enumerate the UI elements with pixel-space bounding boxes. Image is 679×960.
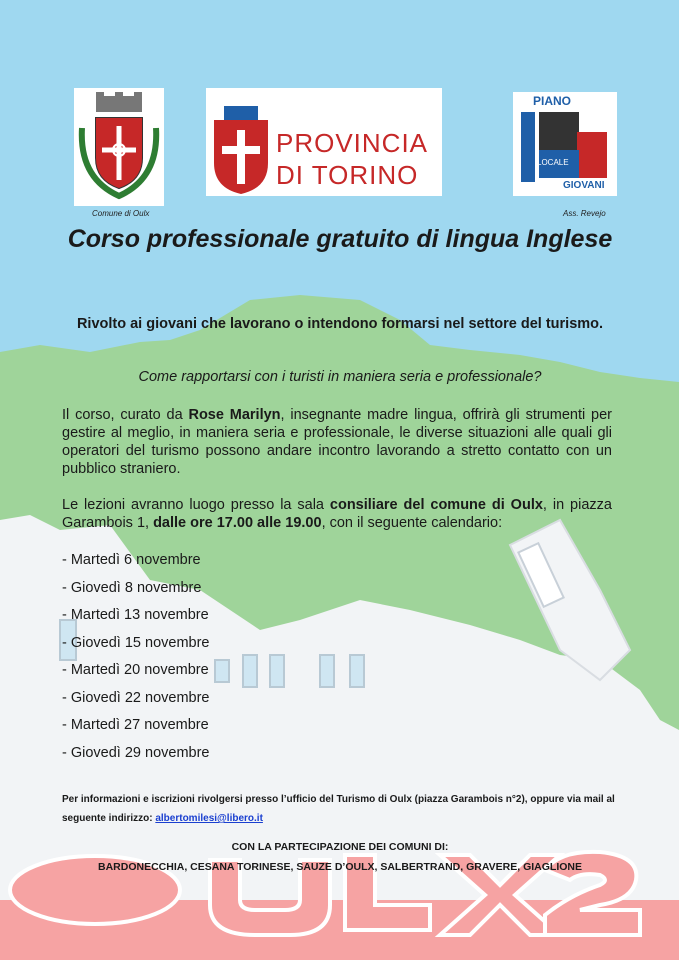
- oulx-coat-of-arms-logo: [74, 88, 164, 206]
- list-item: - Giovedì 29 novembre: [62, 744, 210, 761]
- list-item: - Giovedì 8 novembre: [62, 579, 202, 596]
- email-link[interactable]: albertomilesi@libero.it: [155, 813, 263, 824]
- list-item: - Martedì 20 novembre: [62, 662, 209, 678]
- course-description: Il corso, curato da Rose Marilyn, insegnante madre lingua, offrirà gli strumenti per gestire al meglio, in maniera seria e professionale, le diverse situazioni alle quali gli operatori del turismo possono andare incontro lavorando a stretto contatto con un pubblico straniero.: [62, 407, 612, 477]
- list-item: - Martedì 13 novembre: [62, 607, 209, 623]
- giovani-label: GIOVANI: [563, 180, 605, 191]
- locale-label: LOCALE: [537, 158, 569, 167]
- list-item: - Giovedì 22 novembre: [62, 689, 210, 706]
- list-item: - Martedì 6 novembre: [62, 552, 201, 568]
- revejo-caption: Ass. Revejo: [563, 209, 606, 218]
- provincia-di-torino-logo: [206, 88, 442, 196]
- piano-locale-giovani-logo: [513, 92, 617, 196]
- lesson-location: Le lezioni avranno luogo presso la sala consiliare del comune di Oulx, in piazza Garambois 1, dalle ore 17.00 alle 19.00, con il seguente calendario:: [62, 497, 612, 531]
- partners-heading: CON LA PARTECIPAZIONE DEI COMUNI DI:: [231, 841, 449, 853]
- tagline: Come rapportarsi con i turisti in maniera seria e professionale?: [138, 369, 542, 385]
- page-title: Corso professionale gratuito di lingua Inglese: [67, 225, 613, 253]
- provincia-line2: DI TORINO: [276, 160, 419, 190]
- list-item: - Giovedì 15 novembre: [62, 634, 210, 651]
- list-item: - Martedì 27 novembre: [62, 717, 209, 733]
- contact-info: Per informazioni e iscrizioni rivolgersi presso l’ufficio del Turismo di Oulx (piazza Garambois n°2), oppure via mail al seguente indirizzo: albertomilesi@libero.it: [62, 794, 615, 824]
- schedule-time: dalle ore 17.00 alle 19.00: [153, 515, 322, 531]
- comune-caption: Comune di Oulx: [92, 209, 150, 218]
- provincia-line1: PROVINCIA: [276, 128, 429, 158]
- piano-label: PIANO: [533, 94, 572, 108]
- target-audience: Rivolto ai giovani che lavorano o intendono formarsi nel settore del turismo.: [76, 316, 604, 332]
- partners-list: BARDONECCHIA, CESANA TORINESE, SAUZE D’OULX, SALBERTRAND, GRAVERE, GIAGLIONE: [97, 861, 582, 873]
- teacher-name: Rose Marilyn: [188, 407, 281, 423]
- venue: consiliare del comune di Oulx: [329, 497, 543, 513]
- participating-municipalities: [40, 837, 640, 877]
- calendar-list: [62, 550, 210, 770]
